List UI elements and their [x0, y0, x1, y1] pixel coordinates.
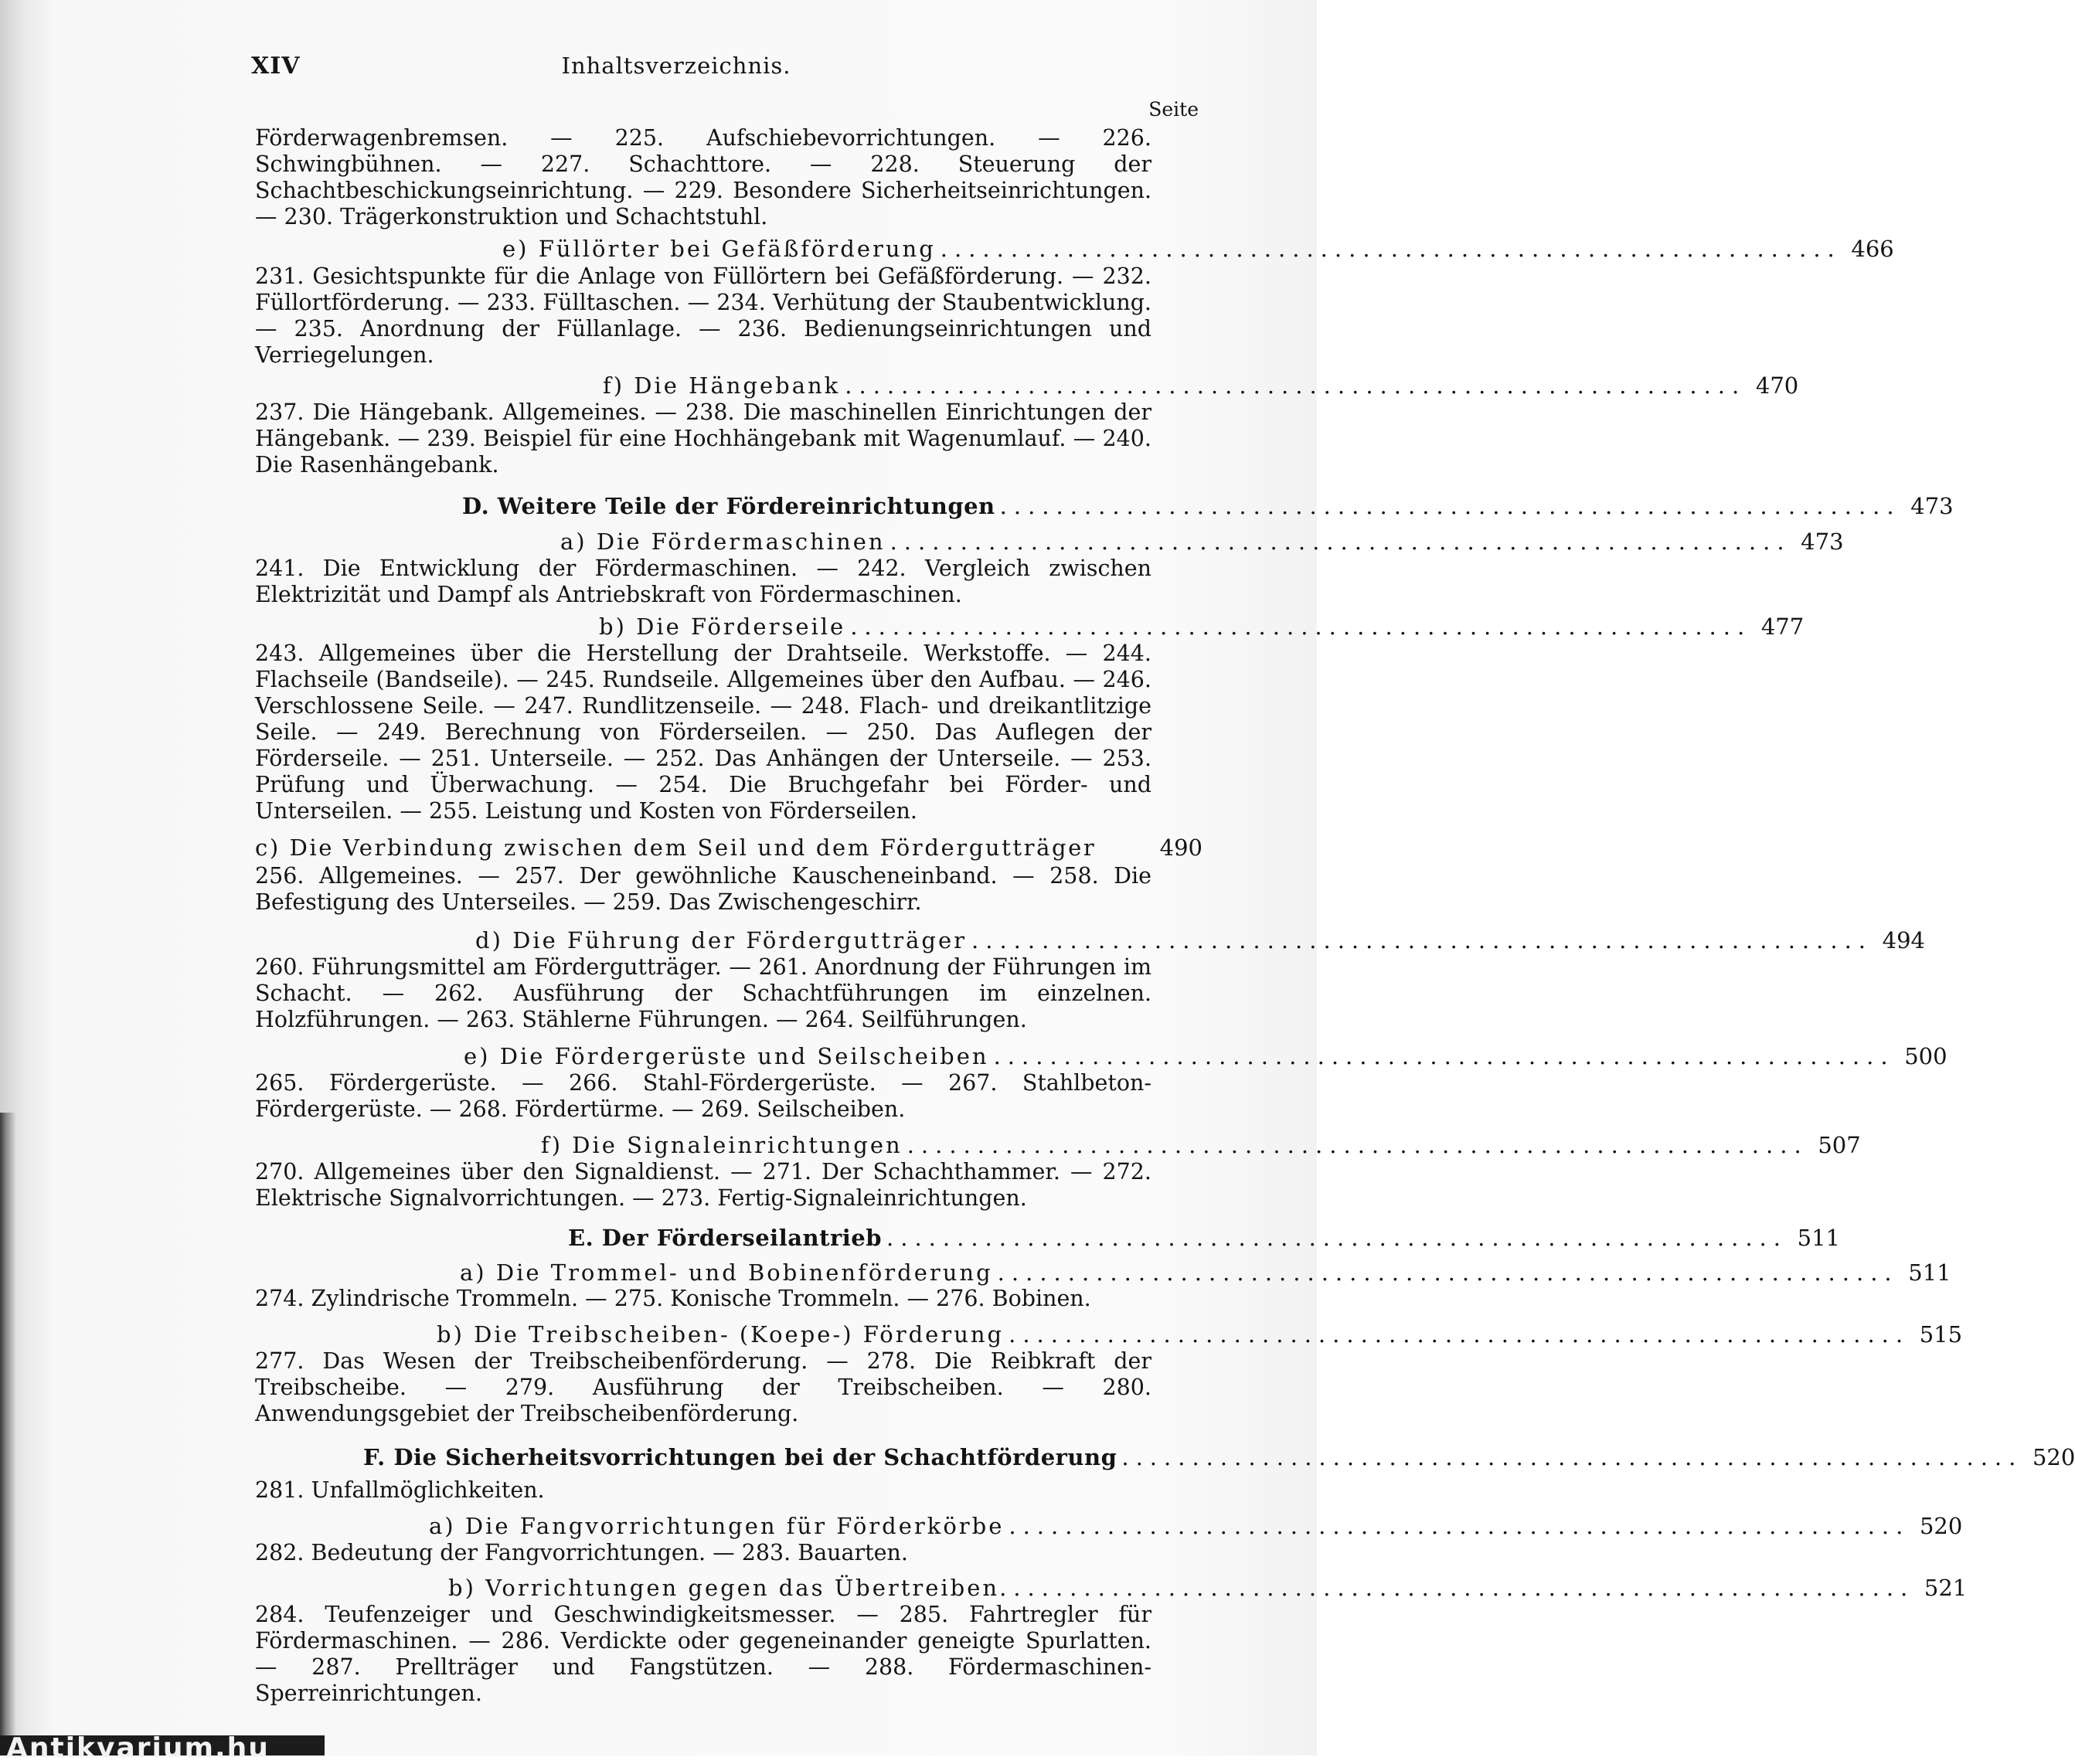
- page-ref: 473: [1910, 493, 1954, 519]
- page-ref: 511: [1908, 1259, 1951, 1286]
- toc-paragraph: 231. Gesichtspunkte für die Anlage von Füllörtern bei Gefäßförderung. — 232. Füllortförderung. — 233. Fülltaschen. — 234. Verhütung der Staubentwicklung. — 235. Anordnung der Füllanlage. — 236. Bedienungseinrichtungen und Verriegelungen.: [255, 263, 1151, 368]
- page-ref: 494: [1882, 927, 1925, 953]
- leader-dots: ................................................................: [845, 372, 1747, 399]
- page-ref: 477: [1760, 613, 1805, 640]
- toc-paragraph: 265. Fördergerüste. — 266. Stahl-Fördergerüste. — 267. Stahlbeton-Fördergerüste. — 268. Fördertürme. — 269. Seilscheiben.: [255, 1070, 1151, 1122]
- toc-paragraph: 270. Allgemeines über den Signaldienst. — 271. Der Schachthammer. — 272. Elektrische Signalvorrichtungen. — 273. Fertig-Signaleinrichtungen.: [255, 1159, 1151, 1211]
- page-ref: 500: [1904, 1043, 1947, 1069]
- toc-paragraph: 241. Die Entwicklung der Fördermaschinen. — 242. Vergleich zwischen Elektrizität und Dampf als Antriebskraft von Fördermaschinen.: [255, 556, 1151, 607]
- toc-heading: d) Die Führung der Fördergutträger ................................................................ 494: [475, 927, 1925, 953]
- toc-heading: f) Die Signaleinrichtungen ................................................................ 507: [541, 1132, 1861, 1158]
- leader-dots: ................................................................: [850, 613, 1752, 640]
- page-ref: 515: [1919, 1321, 1963, 1348]
- page-ref: 520: [2032, 1444, 2075, 1470]
- page-ref: 473: [1801, 529, 1844, 555]
- leader-dots: ................................................................: [997, 1259, 1899, 1286]
- toc-section: E. Der Förderseilantrieb ................................................................ 511: [568, 1225, 1840, 1251]
- page-ref: 521: [1924, 1575, 1968, 1601]
- leader-dots: ................................................................: [940, 236, 1842, 262]
- leader-dots: ................................................................: [1013, 1575, 1915, 1601]
- toc-heading: b) Vorrichtungen gegen das Übertreiben. ................................................................ 521: [448, 1575, 1968, 1601]
- leader-dots: ................................................................: [890, 529, 1791, 555]
- toc-heading: e) Die Fördergerüste und Seilscheiben ................................................................ 500: [464, 1043, 1947, 1069]
- leader-dots: ................................................................: [993, 1043, 1895, 1069]
- toc-paragraph: 281. Unfallmöglichkeiten.: [255, 1477, 545, 1503]
- toc-heading: b) Die Treibscheiben- (Koepe-) Förderung ................................................................ 515: [437, 1321, 1963, 1348]
- page-ref: 466: [1851, 236, 1894, 262]
- leader-dots: ................................................................: [999, 493, 1901, 519]
- page-edge-shadow: [0, 1113, 15, 1756]
- toc-section: F. Die Sicherheitsvorrichtungen bei der Schachtförderung ................................................................ 520: [363, 1444, 2075, 1470]
- page-ref: 470: [1755, 372, 1799, 399]
- leader-dots: ................................................................: [907, 1132, 1808, 1158]
- toc-heading: a) Die Fördermaschinen ................................................................ 473: [560, 529, 1844, 555]
- leader-dots: ................................................................: [971, 927, 1873, 953]
- page-ref: 511: [1797, 1225, 1840, 1251]
- toc-section: D. Weitere Teile der Fördereinrichtungen ................................................................ 473: [462, 493, 1954, 519]
- page-ref: 490: [1159, 834, 1202, 861]
- page-header: [251, 53, 1202, 83]
- page-number: XIV: [251, 53, 301, 80]
- leader-dots: ................................................................: [1009, 1321, 1910, 1348]
- toc-paragraph: Förderwagenbremsen. — 225. Aufschiebevorrichtungen. — 226. Schwingbühnen. — 227. Schachttore. — 228. Steuerung der Schachtbeschickungseinrichtung. — 229. Besondere Sicherheitseinrichtungen. — 230. Trägerkonstruktion und Schachtstuhl.: [255, 125, 1151, 229]
- toc-heading: b) Die Förderseile ................................................................ 477: [599, 613, 1805, 640]
- toc-paragraph: 260. Führungsmittel am Fördergutträger. — 261. Anordnung der Führungen im Schacht. — 262. Ausführung der Schachtführungen im einzelnen. Holzführungen. — 263. Stählerne Führungen. — 264. Seilführungen.: [255, 954, 1151, 1032]
- toc-paragraph: 274. Zylindrische Trommeln. — 275. Konische Trommeln. — 276. Bobinen.: [255, 1286, 1091, 1311]
- leader-dots: ................................................................: [886, 1225, 1788, 1251]
- toc-paragraph: 237. Die Hängebank. Allgemeines. — 238. Die maschinellen Einrichtungen der Hängebank. — 239. Beispiel für eine Hochhängebank mit Wagenumlauf. — 240. Die Rasenhängebank.: [255, 399, 1151, 478]
- page-column-label: Seite: [1148, 98, 1199, 121]
- leader-dots: ................................................................: [1009, 1513, 1910, 1539]
- page-ref: 520: [1919, 1513, 1963, 1539]
- leader-dots: ................................................................: [1121, 1444, 2023, 1470]
- toc-heading: c) Die Verbindung zwischen dem Seil und dem Fördergutträger 490: [255, 834, 1202, 861]
- page-ref: 507: [1818, 1132, 1861, 1158]
- toc-heading: a) Die Trommel- und Bobinenförderung ................................................................ 511: [460, 1259, 1951, 1286]
- toc-paragraph: 284. Teufenzeiger und Geschwindigkeitsmesser. — 285. Fahrtregler für Fördermaschinen. — 286. Verdickte oder gegeneinander geneigte Spurlatten. — 287. Prellträger und Fangstützen. — 288. Fördermaschinen-Sperreinrichtungen.: [255, 1602, 1151, 1706]
- toc-heading: f) Die Hängebank ................................................................ 470: [603, 372, 1799, 399]
- toc-paragraph: 256. Allgemeines. — 257. Der gewöhnliche Kauscheneinband. — 258. Die Befestigung des Unterseiles. — 259. Das Zwischengeschirr.: [255, 863, 1151, 915]
- toc-heading: e) Füllörter bei Gefäßförderung ................................................................ 466: [502, 236, 1894, 262]
- toc-heading: a) Die Fangvorrichtungen für Förderkörbe ................................................................ 520: [429, 1513, 1963, 1539]
- toc-paragraph: 277. Das Wesen der Treibscheibenförderung. — 278. Die Reibkraft der Treibscheibe. — 279. Ausführung der Treibscheiben. — 280. Anwendungsgebiet der Treibscheibenförderung.: [255, 1348, 1151, 1426]
- page-title: Inhaltsverzeichnis.: [561, 53, 791, 79]
- watermark: Antikvarium.hu: [0, 1735, 325, 1756]
- toc-paragraph: 243. Allgemeines über die Herstellung der Drahtseile. Werkstoffe. — 244. Flachseile (Bandseile). — 245. Rundseile. Allgemeines über den Aufbau. — 246. Verschlossene Seile. — 247. Rundlitzenseile. — 248. Flach- und dreikantlitzige Seile. — 249. Berechnung von Förderseilen. — 250. Das Auflegen der Förderseile. — 251. Unterseile. — 252. Das Anhängen der Unterseile. — 253. Prüfung und Überwachung. — 254. Die Bruchgefahr bei Förder- und Unterseilen. — 255. Leistung und Kosten von Förderseilen.: [255, 641, 1151, 824]
- toc-paragraph: 282. Bedeutung der Fangvorrichtungen. — 283. Bauarten.: [255, 1540, 908, 1565]
